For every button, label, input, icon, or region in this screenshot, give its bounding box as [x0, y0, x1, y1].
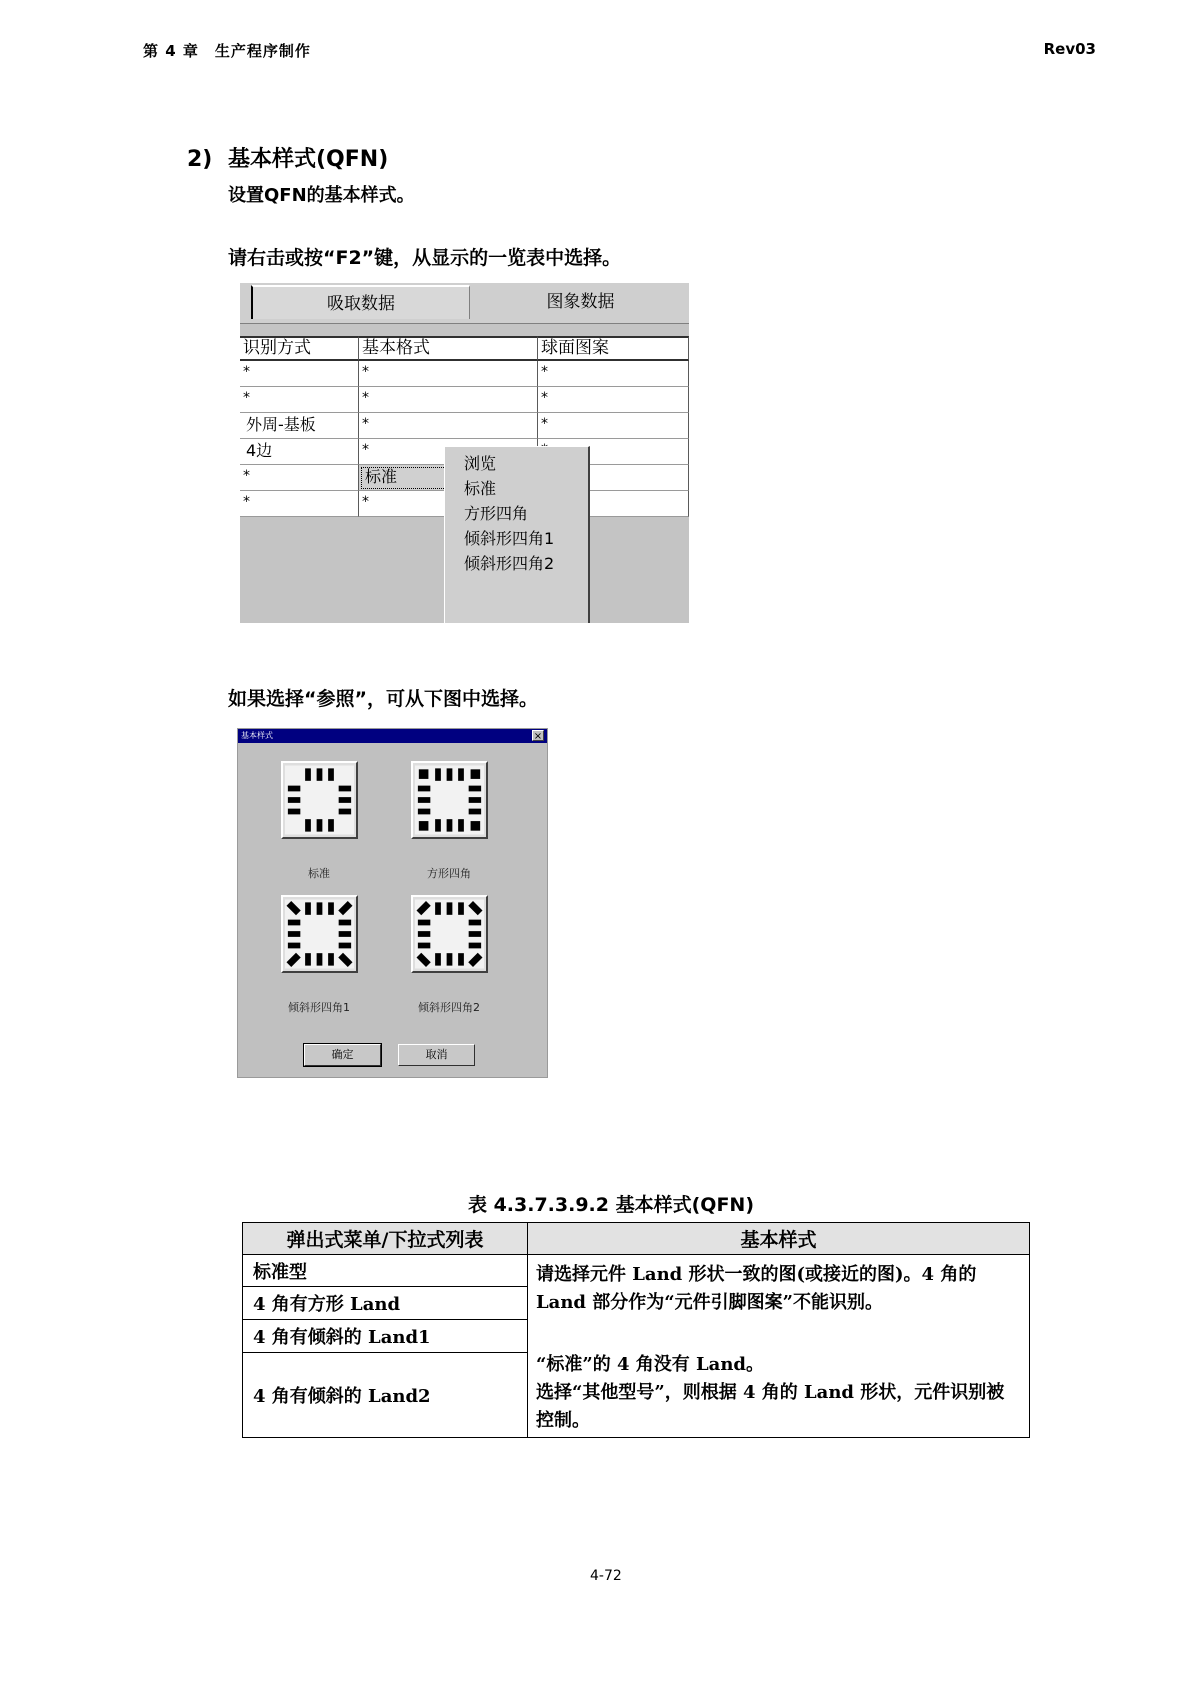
land-pad — [418, 797, 430, 803]
grid-cell[interactable]: * — [240, 465, 359, 491]
revision-label: Rev03 — [1043, 40, 1096, 58]
table-row: 4 角有方形 Land — [243, 1287, 528, 1320]
land-pad — [447, 768, 453, 780]
pattern-label: 标准 — [308, 867, 330, 880]
land-pad — [435, 768, 441, 780]
tab-pickup-data[interactable]: 吸取数据 — [251, 285, 470, 319]
land-pad — [339, 931, 351, 937]
grid-cell[interactable]: * — [359, 491, 538, 517]
grid-cell[interactable]: * — [538, 413, 689, 439]
tab-image-data[interactable]: 图象数据 — [546, 292, 615, 312]
land-pad — [305, 902, 311, 914]
land-pad — [288, 931, 300, 937]
column-header-basic-format[interactable]: 基本格式 — [359, 336, 538, 361]
grid-cell[interactable]: * — [240, 491, 359, 517]
pattern-standard-icon[interactable] — [281, 761, 358, 839]
pattern-slant-corners-2-icon[interactable] — [411, 895, 488, 973]
land-pad — [418, 809, 430, 815]
land-pad — [458, 768, 464, 780]
land-pad — [317, 902, 323, 914]
dropdown-item-slant-corners-1[interactable]: 倾斜形四角1 — [464, 529, 555, 548]
dropdown-item-standard[interactable]: 标准 — [464, 479, 497, 498]
grid-screenshot — [240, 283, 689, 623]
grid-cell[interactable]: * — [240, 387, 359, 413]
dropdown-item-browse[interactable]: 浏览 — [464, 454, 497, 473]
land-pad — [458, 953, 464, 965]
land-pad — [328, 768, 334, 780]
tab-strip — [240, 283, 689, 324]
cancel-button[interactable]: 取消 — [398, 1044, 475, 1066]
dropdown-item-square-corners[interactable]: 方形四角 — [464, 504, 529, 523]
table-description — [528, 1255, 1030, 1438]
land-pad — [469, 786, 481, 792]
land-pad — [458, 819, 464, 831]
land-pad — [339, 943, 351, 949]
table-row: 4 角有倾斜的 Land2 — [243, 1353, 528, 1438]
land-pad — [469, 931, 481, 937]
dropdown-item-slant-corners-2[interactable]: 倾斜形四角2 — [464, 554, 555, 573]
close-icon[interactable]: × — [533, 731, 543, 742]
grid-cell-selected[interactable]: 标准 — [359, 465, 538, 491]
land-pad — [317, 953, 323, 965]
land-pad — [317, 768, 323, 780]
chapter-header: 第 4 章 生产程序制作 — [143, 42, 311, 60]
basic-style-table — [242, 1222, 1030, 1438]
dialog-titlebar — [238, 729, 547, 743]
land-pad — [418, 931, 430, 937]
land-pad — [469, 920, 481, 926]
page-number: 4-72 — [590, 1568, 622, 1584]
land-pad — [419, 821, 429, 831]
land-pad — [339, 797, 351, 803]
land-pad — [328, 902, 334, 914]
land-pad — [471, 769, 481, 779]
grid-cell[interactable]: * — [359, 387, 538, 413]
land-pad — [339, 786, 351, 792]
land-pad — [435, 953, 441, 965]
land-pad — [288, 920, 300, 926]
land-pad — [288, 809, 300, 815]
section-title: 基本样式(QFN) — [228, 147, 389, 172]
pattern-label: 倾斜形四角1 — [288, 1001, 350, 1014]
description-paragraph: 选择“其他型号”，则根据 4 角的 Land 形状，元件识别被控制。 — [536, 1382, 1005, 1431]
column-header-recognition-method[interactable]: 识别方式 — [240, 336, 359, 361]
ok-button[interactable]: 确定 — [304, 1044, 381, 1066]
grid-cell[interactable]: * — [359, 439, 538, 465]
land-pad — [469, 809, 481, 815]
land-pad — [288, 786, 300, 792]
grid-cell[interactable]: 4边 — [240, 439, 359, 465]
section-heading — [187, 142, 388, 173]
land-pad — [418, 786, 430, 792]
column-header-ball-pattern[interactable]: 球面图案 — [538, 336, 689, 361]
land-pad — [435, 902, 441, 914]
section-description: 设置QFN的基本样式。 — [228, 185, 415, 206]
pattern-slant-corners-1-icon[interactable] — [281, 895, 358, 973]
table-header-menu: 弹出式菜单/下拉式列表 — [243, 1223, 528, 1255]
land-pad — [447, 953, 453, 965]
description-paragraph: “标准”的 4 角没有 Land。 — [536, 1354, 765, 1375]
section-instruction: 请右击或按“F2”键，从显示的一览表中选择。 — [228, 247, 622, 269]
table-row: 标准型 — [243, 1255, 528, 1287]
land-pad — [317, 819, 323, 831]
table-header-style: 基本样式 — [528, 1223, 1030, 1255]
land-pad — [447, 819, 453, 831]
land-pad — [328, 819, 334, 831]
grid-cell[interactable]: * — [359, 361, 538, 387]
description-paragraph: 请选择元件 Land 形状一致的图(或接近的图)。4 角的 Land 部分作为“元件引脚图案”不能识别。 — [536, 1264, 977, 1313]
grid-cell[interactable]: * — [538, 387, 689, 413]
land-pad — [471, 821, 481, 831]
grid-cell[interactable]: * — [240, 361, 359, 387]
pattern-label: 方形四角 — [427, 867, 471, 880]
section-number: 2) — [187, 147, 213, 172]
land-pad — [447, 902, 453, 914]
land-pad — [469, 797, 481, 803]
land-pad — [418, 920, 430, 926]
pattern-label: 倾斜形四角2 — [418, 1001, 480, 1014]
land-pad — [418, 943, 430, 949]
land-pad — [339, 809, 351, 815]
format-dropdown — [444, 446, 590, 623]
land-pad — [469, 943, 481, 949]
dialog-title: 基本样式 — [241, 731, 273, 740]
land-pad — [288, 943, 300, 949]
table-row: 4 角有倾斜的 Land1 — [243, 1320, 528, 1353]
grid-cell[interactable]: 外周-基板 — [240, 413, 359, 439]
land-pad — [288, 797, 300, 803]
land-pad — [305, 768, 311, 780]
land-pad — [419, 769, 429, 779]
land-pad — [305, 819, 311, 831]
grid-cell[interactable]: * — [359, 413, 538, 439]
basic-style-dialog — [237, 728, 548, 1078]
reference-note: 如果选择“参照”，可从下图中选择。 — [228, 688, 538, 710]
pattern-square-corners-icon[interactable] — [411, 761, 488, 839]
table-caption: 表 4.3.7.3.9.2 基本样式(QFN) — [467, 1194, 755, 1216]
land-pad — [435, 819, 441, 831]
grid-cell[interactable]: * — [538, 361, 689, 387]
land-pad — [458, 902, 464, 914]
land-pad — [339, 920, 351, 926]
land-pad — [305, 953, 311, 965]
land-pad — [328, 953, 334, 965]
